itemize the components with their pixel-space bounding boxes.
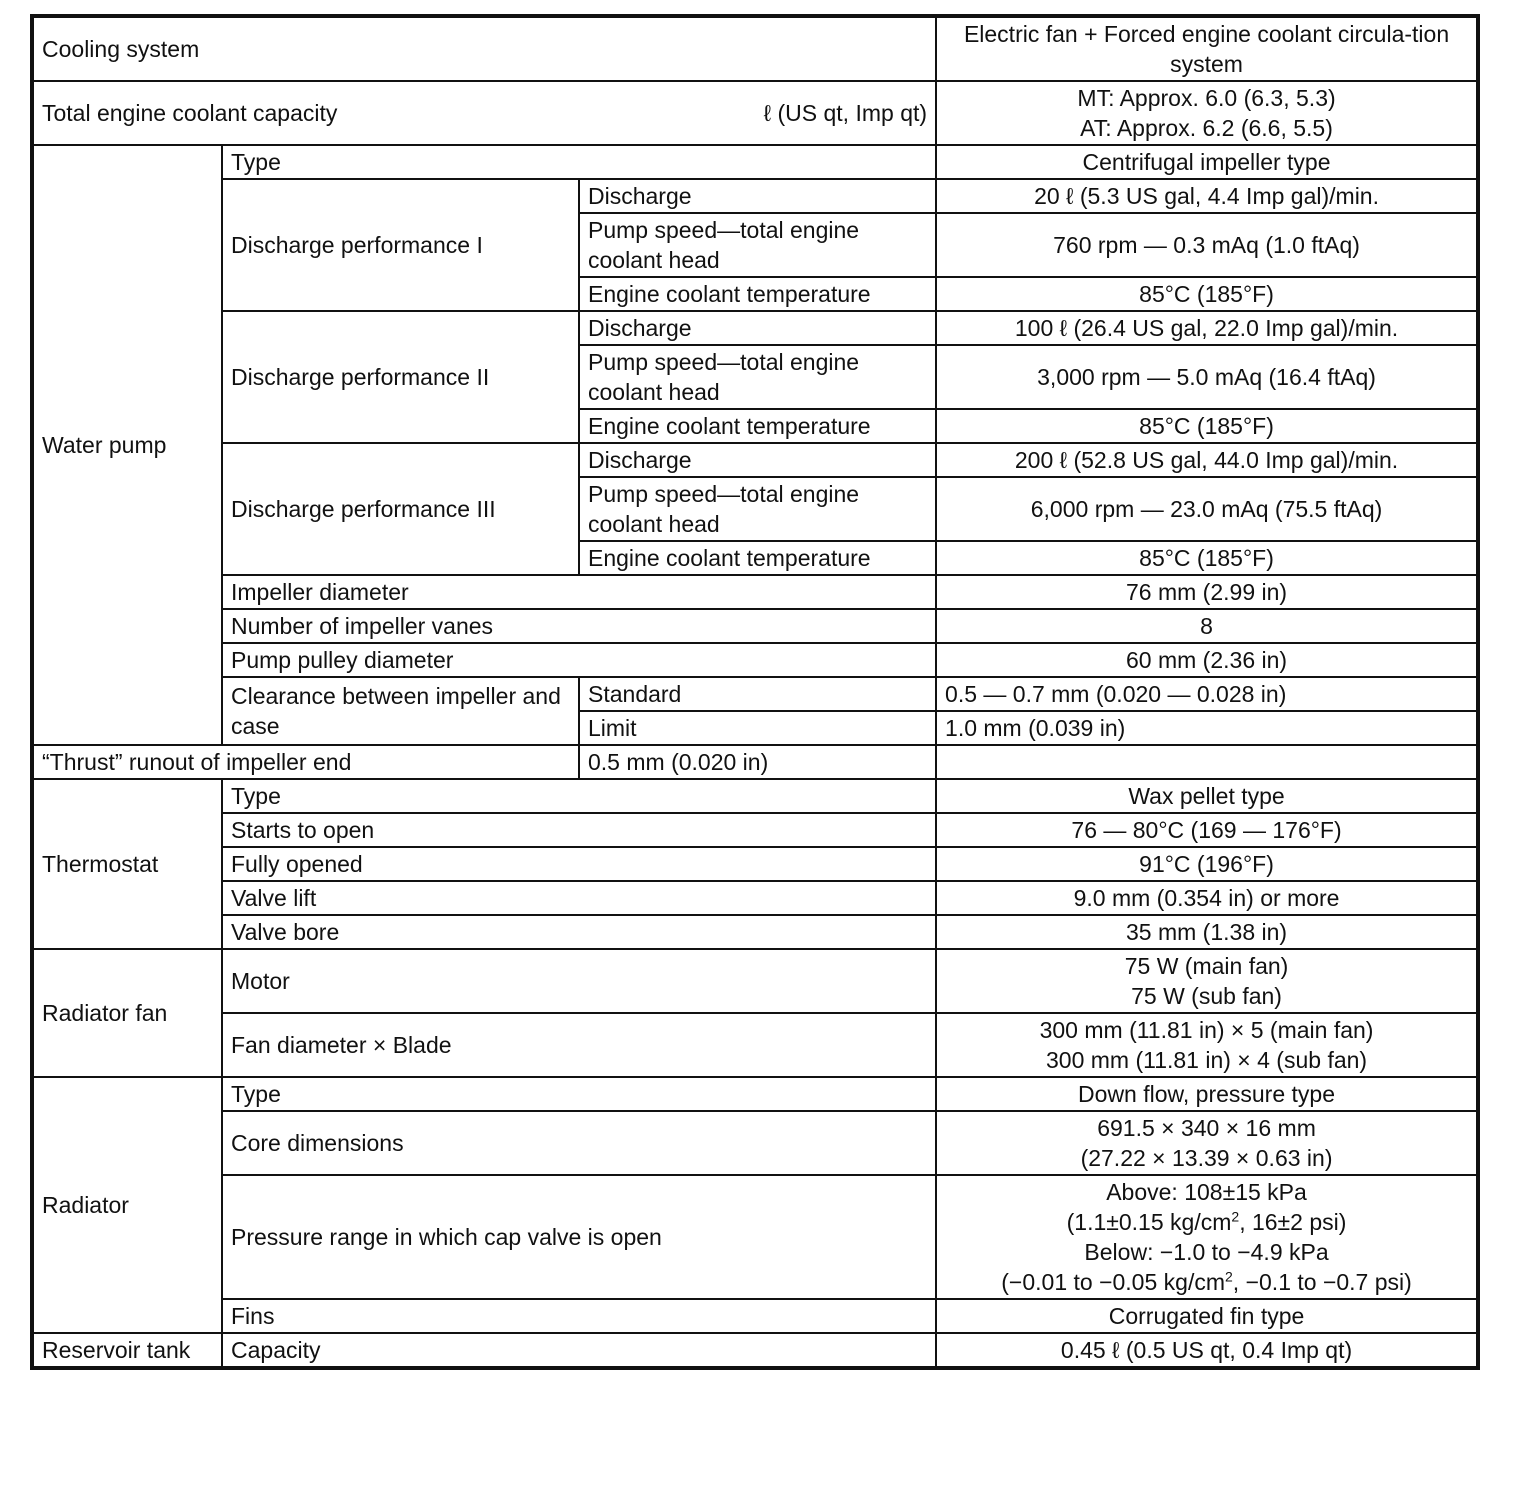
perf-1-speed-value: 760 rpm — 0.3 mAq (1.0 ftAq) [936,213,1478,277]
pressure-below: Below: −1.0 to −4.9 kPa [1084,1239,1329,1265]
table-row [32,609,1478,643]
table-row [32,881,1478,915]
table-row [32,1077,1478,1111]
radiator-fan-label: Radiator fan [32,949,222,1077]
table-row [32,847,1478,881]
perf-3-temp-value: 85°C (185°F) [936,541,1478,575]
capacity-unit: ℓ (US qt, Imp qt) [763,100,928,126]
fan-motor-label: Motor [222,949,936,1013]
table-row [32,443,1478,477]
thermostat-label: Thermostat [32,779,222,949]
radiator-type-label: Type [222,1077,936,1111]
pressure-label: Pressure range in which cap valve is open [222,1175,936,1299]
runout-value: 0.5 mm (0.020 in) [579,745,936,779]
runout-label: “Thrust” runout of impeller end [32,745,579,779]
pressure-below-metric: (−0.01 to −0.05 $kg/cm^2$, −0.1 to −0.7 psi) [1001,1268,1412,1295]
wp-type-value: Centrifugal impeller type [936,145,1478,179]
pulley-value: 60 mm (2.36 in) [936,643,1478,677]
fins-label: Fins [222,1299,936,1333]
clearance-limit-label: Limit [579,711,936,745]
fan-motor-sub: 75 W (sub fan) [1131,983,1282,1009]
thermo-open-value: 76 — 80°C (169 — 176°F) [936,813,1478,847]
perf-3-speed-label: Pump speed—total engine coolant head [579,477,936,541]
table-row [32,813,1478,847]
table-row [32,1111,1478,1175]
table-row [32,949,1478,1013]
reservoir-capacity-label: Capacity [222,1333,936,1368]
vanes-value: 8 [936,609,1478,643]
clearance-standard-label: Standard [579,677,936,711]
clearance-standard-value: 0.5 — 0.7 mm (0.020 — 0.028 in) [936,677,1478,711]
thermo-lift-value: 9.0 mm (0.354 in) or more [936,881,1478,915]
table-row [32,1299,1478,1333]
pressure-value [936,1175,1478,1299]
radiator-label: Radiator [32,1077,222,1333]
thermo-full-label: Fully opened [222,847,936,881]
table-row [32,779,1478,813]
thermo-open-label: Starts to open [222,813,936,847]
perf-1-speed-label: Pump speed—total engine coolant head [579,213,936,277]
thermo-bore-label: Valve bore [222,915,936,949]
perf-2-speed-label: Pump speed—total engine coolant head [579,345,936,409]
thermo-type-label: Type [222,779,936,813]
vanes-label: Number of impeller vanes [222,609,936,643]
pressure-above: Above: 108±15 kPa [1106,1179,1307,1205]
table-row [32,677,1478,711]
perf-3-discharge-label: Discharge [579,443,936,477]
perf-1-temp-label: Engine coolant temperature [579,277,936,311]
table-row [32,1333,1478,1368]
table-row [32,745,1478,779]
perf-1-label: Discharge performance I [222,179,579,311]
table-row [32,1175,1478,1299]
capacity-value [936,81,1478,145]
capacity-at: AT: Approx. 6.2 (6.6, 5.5) [1080,115,1333,141]
table-row [32,1013,1478,1077]
fan-blade-main: 300 mm (11.81 in) × 5 (main fan) [1039,1017,1374,1043]
thermo-type-value: Wax pellet type [936,779,1478,813]
table-row [32,575,1478,609]
capacity-mt: MT: Approx. 6.0 (6.3, 5.3) [1077,85,1336,111]
pulley-label: Pump pulley diameter [222,643,936,677]
thermo-bore-value: 35 mm (1.38 in) [936,915,1478,949]
fins-value: Corrugated fin type [936,1299,1478,1333]
water-pump-label: Water pump [32,145,222,745]
perf-2-temp-value: 85°C (185°F) [936,409,1478,443]
table-row [32,915,1478,949]
perf-3-speed-value: 6,000 rpm — 23.0 mAq (75.5 ftAq) [936,477,1478,541]
cooling-system-value: Electric fan + Forced engine coolant circula-tion system [936,16,1478,81]
perf-1-discharge-value: 20 ℓ (5.3 US gal, 4.4 Imp gal)/min. [936,179,1478,213]
clearance-limit-value: 1.0 mm (0.039 in) [936,711,1478,745]
perf-2-discharge-label: Discharge [579,311,936,345]
thermo-lift-label: Valve lift [222,881,936,915]
core-value [936,1111,1478,1175]
capacity-label-cell [32,81,936,145]
clearance-label: Clearance between impeller and case [222,677,579,745]
table-row [32,179,1478,213]
cooling-system-row [32,16,1478,81]
perf-1-temp-value: 85°C (185°F) [936,277,1478,311]
fan-blade-sub: 300 mm (11.81 in) × 4 (sub fan) [1045,1047,1368,1073]
perf-2-discharge-value: 100 ℓ (26.4 US gal, 22.0 Imp gal)/min. [936,311,1478,345]
fan-blade-label: Fan diameter × Blade [222,1013,936,1077]
core-line-1: 691.5 × 340 × 16 mm [1097,1115,1316,1141]
wp-type-label: Type [222,145,936,179]
cooling-system-label: Cooling system [32,16,936,81]
perf-2-speed-value: 3,000 rpm — 5.0 mAq (16.4 ftAq) [936,345,1478,409]
perf-2-temp-label: Engine coolant temperature [579,409,936,443]
perf-1-discharge-label: Discharge [579,179,936,213]
table-row [32,643,1478,677]
perf-3-discharge-value: 200 ℓ (52.8 US gal, 44.0 Imp gal)/min. [936,443,1478,477]
table-row [32,145,1478,179]
core-line-2: (27.22 × 13.39 × 0.63 in) [1080,1145,1333,1171]
perf-3-temp-label: Engine coolant temperature [579,541,936,575]
perf-2-label: Discharge performance II [222,311,579,443]
fan-motor-value [936,949,1478,1013]
table-row [32,311,1478,345]
cooling-spec-table [30,14,1480,1370]
capacity-row [32,81,1478,145]
core-label: Core dimensions [222,1111,936,1175]
impeller-diameter-label: Impeller diameter [222,575,936,609]
thermo-full-value: 91°C (196°F) [936,847,1478,881]
perf-3-label: Discharge performance III [222,443,579,575]
reservoir-capacity-value: 0.45 ℓ (0.5 US qt, 0.4 Imp qt) [936,1333,1478,1368]
pressure-above-metric: (1.1±0.15 $kg/cm^2$, 16±2 psi) [1066,1208,1347,1235]
impeller-diameter-value: 76 mm (2.99 in) [936,575,1478,609]
reservoir-label: Reservoir tank [32,1333,222,1368]
fan-blade-value [936,1013,1478,1077]
fan-motor-main: 75 W (main fan) [1124,953,1289,979]
radiator-type-value: Down flow, pressure type [936,1077,1478,1111]
capacity-label: Total engine coolant capacity [42,100,338,126]
